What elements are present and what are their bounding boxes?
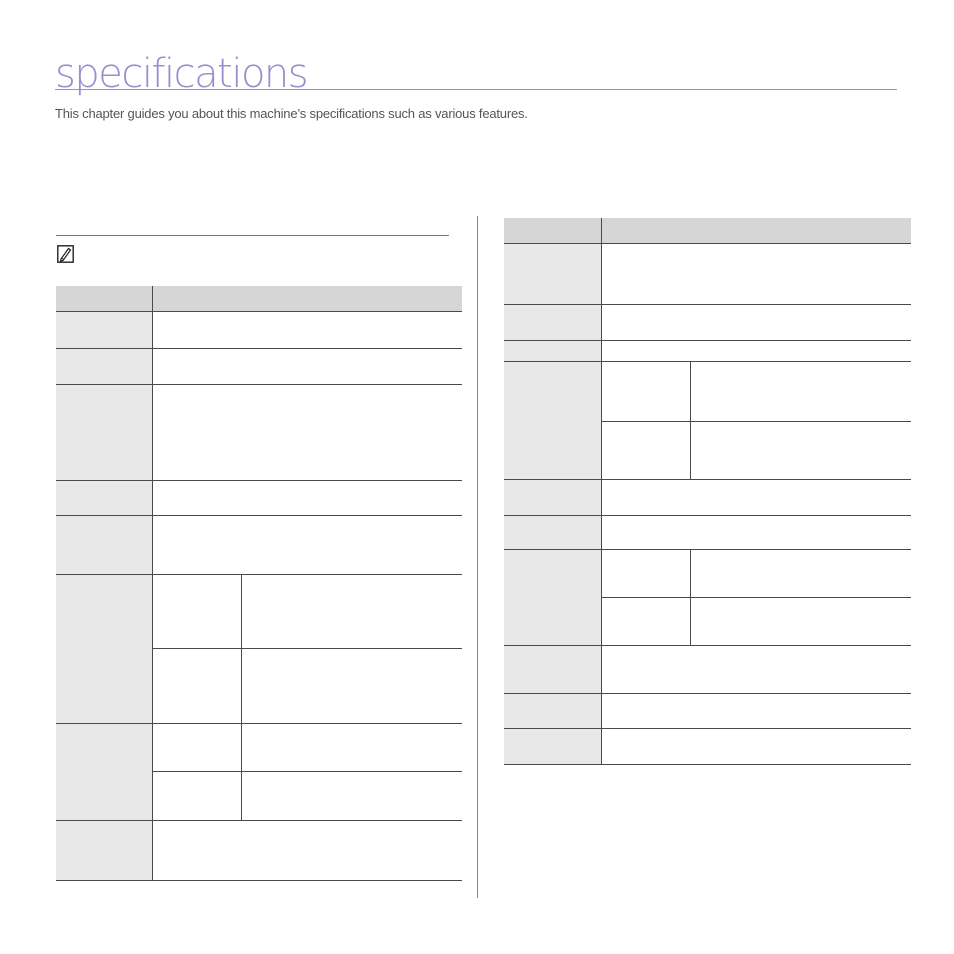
spec-table-right (504, 218, 911, 765)
row-sublabel-cell (152, 723, 241, 771)
row-label-cell (504, 243, 601, 304)
row-sublabel-cell (601, 361, 690, 421)
header-cell (504, 218, 601, 243)
header-cell (601, 218, 911, 243)
section-rule (56, 235, 449, 236)
row-value-cell (690, 597, 911, 645)
row-label-cell (504, 479, 601, 515)
table-row (504, 340, 911, 361)
table-row (56, 723, 462, 771)
header-cell (56, 286, 152, 311)
row-value-cell (601, 340, 911, 361)
table-row (504, 243, 911, 304)
row-value-cell (152, 820, 462, 880)
row-sublabel-cell (601, 597, 690, 645)
row-value-cell (601, 479, 911, 515)
row-label-cell (56, 515, 152, 574)
table-row (504, 693, 911, 728)
table-row (504, 549, 911, 597)
row-label-cell (504, 515, 601, 549)
row-value-cell (241, 574, 462, 648)
spec-table-left (56, 286, 462, 881)
row-value-cell (601, 515, 911, 549)
chapter-intro: This chapter guides you about this machine’s specifications such as various features. (55, 106, 528, 121)
page-title: specifications (55, 51, 308, 97)
row-value-cell (690, 421, 911, 479)
row-sublabel-cell (152, 574, 241, 648)
row-sublabel-cell (152, 648, 241, 723)
row-value-cell (152, 384, 462, 480)
row-label-cell (56, 723, 152, 820)
row-label-cell (504, 304, 601, 340)
table-row (504, 361, 911, 421)
note-pencil-icon (57, 245, 74, 263)
table-row (504, 479, 911, 515)
row-label-cell (56, 480, 152, 515)
row-sublabel-cell (601, 421, 690, 479)
row-value-cell (690, 361, 911, 421)
table-row (504, 728, 911, 764)
row-value-cell (241, 723, 462, 771)
table-row (56, 311, 462, 348)
row-sublabel-cell (601, 549, 690, 597)
row-sublabel-cell (152, 771, 241, 820)
row-label-cell (504, 340, 601, 361)
table-row (56, 348, 462, 384)
row-label-cell (56, 820, 152, 880)
row-value-cell (601, 304, 911, 340)
title-underline (55, 89, 897, 90)
row-value-cell (601, 243, 911, 304)
row-label-cell (56, 384, 152, 480)
row-label-cell (56, 348, 152, 384)
table-row (504, 645, 911, 693)
row-value-cell (690, 549, 911, 597)
row-label-cell (56, 574, 152, 723)
row-value-cell (152, 515, 462, 574)
column-divider (477, 216, 478, 898)
row-label-cell (504, 693, 601, 728)
row-label-cell (504, 728, 601, 764)
table-row (56, 480, 462, 515)
row-value-cell (601, 728, 911, 764)
table-row (56, 515, 462, 574)
row-value-cell (152, 480, 462, 515)
row-value-cell (241, 771, 462, 820)
table-row (56, 574, 462, 648)
header-cell (152, 286, 462, 311)
row-value-cell (152, 311, 462, 348)
row-label-cell (504, 361, 601, 479)
table-row (504, 304, 911, 340)
row-label-cell (504, 645, 601, 693)
row-value-cell (601, 693, 911, 728)
table-header-row (56, 286, 462, 311)
row-value-cell (241, 648, 462, 723)
table-header-row (504, 218, 911, 243)
row-label-cell (504, 549, 601, 645)
row-value-cell (152, 348, 462, 384)
row-value-cell (601, 645, 911, 693)
row-label-cell (56, 311, 152, 348)
table-row (56, 820, 462, 880)
table-row (504, 515, 911, 549)
table-row (56, 384, 462, 480)
